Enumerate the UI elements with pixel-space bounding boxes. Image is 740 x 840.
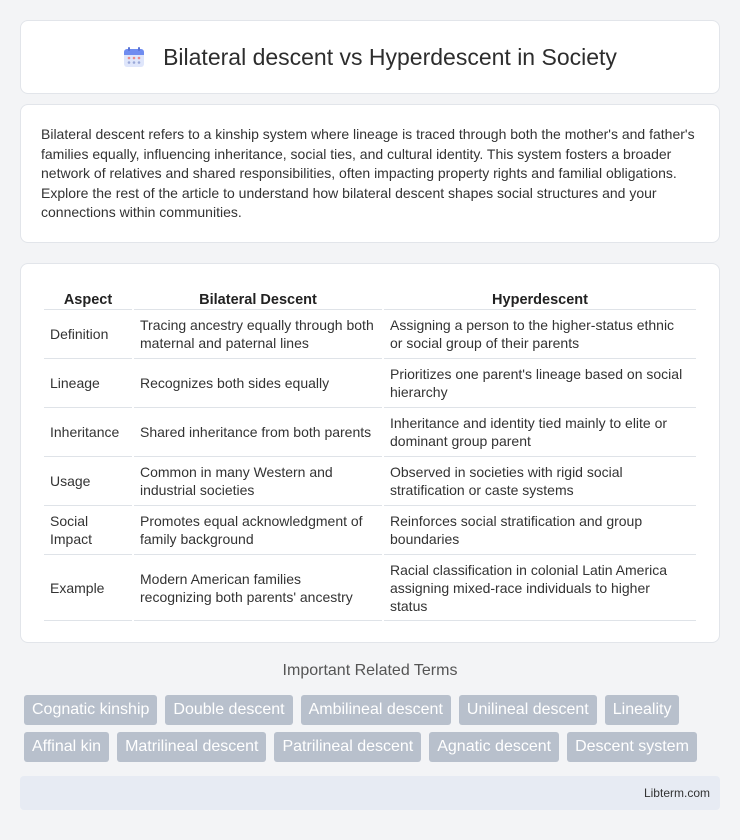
bilateral-cell: Tracing ancestry equally through both maternal and paternal lines (134, 310, 382, 359)
related-terms-title: Important Related Terms (282, 662, 458, 679)
bilateral-cell: Common in many Western and industrial societies (134, 457, 382, 506)
table-header-row (44, 284, 696, 310)
bilateral-cell: Modern American families recognizing both parents' ancestry (134, 555, 382, 621)
column-header: Bilateral Descent (134, 284, 382, 310)
hyperdescent-cell: Prioritizes one parent's lineage based on social hierarchy (384, 359, 696, 408)
related-term-tag[interactable]: Affinal kin (24, 732, 109, 762)
comparison-table-card (20, 263, 720, 643)
table-row (44, 359, 696, 408)
column-header: Hyperdescent (384, 284, 696, 310)
aspect-cell: Social Impact (44, 506, 132, 555)
page-title: Bilateral descent vs Hyperdescent in Society (163, 43, 617, 70)
footer (20, 776, 720, 810)
hyperdescent-cell: Inheritance and identity tied mainly to elite or dominant group parent (384, 408, 696, 457)
intro-card (20, 104, 720, 243)
related-term-tag[interactable]: Matrilineal descent (117, 732, 266, 762)
bilateral-cell: Promotes equal acknowledgment of family background (134, 506, 382, 555)
aspect-cell: Usage (44, 457, 132, 506)
related-term-tag[interactable]: Descent system (567, 732, 697, 762)
related-term-tag[interactable]: Agnatic descent (429, 732, 559, 762)
hyperdescent-cell: Assigning a person to the higher-status ethnic or social group of their parents (384, 310, 696, 359)
hyperdescent-cell: Observed in societies with rigid social stratification or caste systems (384, 457, 696, 506)
footer-site-link[interactable]: Libterm.com (643, 786, 710, 800)
related-term-tag[interactable]: Ambilineal descent (301, 695, 451, 725)
title-card (20, 20, 720, 94)
bilateral-cell: Shared inheritance from both parents (134, 408, 382, 457)
table-row (44, 457, 696, 506)
related-term-tag[interactable]: Patrilineal descent (274, 732, 421, 762)
table-row (44, 555, 696, 621)
table-row (44, 408, 696, 457)
related-tags-row (24, 732, 724, 762)
related-term-tag[interactable]: Unilineal descent (459, 695, 597, 725)
hyperdescent-cell: Racial classification in colonial Latin America assigning mixed-race individuals to higher status (384, 555, 696, 621)
related-term-tag[interactable]: Double descent (165, 695, 292, 725)
table-row (44, 310, 696, 359)
related-term-tag[interactable]: Cognatic kinship (24, 695, 157, 725)
column-header: Aspect (44, 284, 132, 310)
table-row (44, 506, 696, 555)
bilateral-cell: Recognizes both sides equally (134, 359, 382, 408)
related-term-tag[interactable]: Lineality (605, 695, 680, 725)
calendar-icon (123, 46, 145, 68)
intro-text: Bilateral descent refers to a kinship system where lineage is traced through both the mother's and father's families equally, influencing inheritance, social ties, and cultural identity. This system fosters a broader network of relatives and shared responsibilities, often impacting property rights and familial obligations. Explore the rest of the article to understand how bilateral descent shapes social structures and your connections within communities. (41, 126, 695, 220)
aspect-cell: Lineage (44, 359, 132, 408)
aspect-cell: Inheritance (44, 408, 132, 457)
aspect-cell: Definition (44, 310, 132, 359)
comparison-table (42, 284, 698, 621)
aspect-cell: Example (44, 555, 132, 621)
related-tags-row (24, 695, 724, 725)
hyperdescent-cell: Reinforces social stratification and group boundaries (384, 506, 696, 555)
